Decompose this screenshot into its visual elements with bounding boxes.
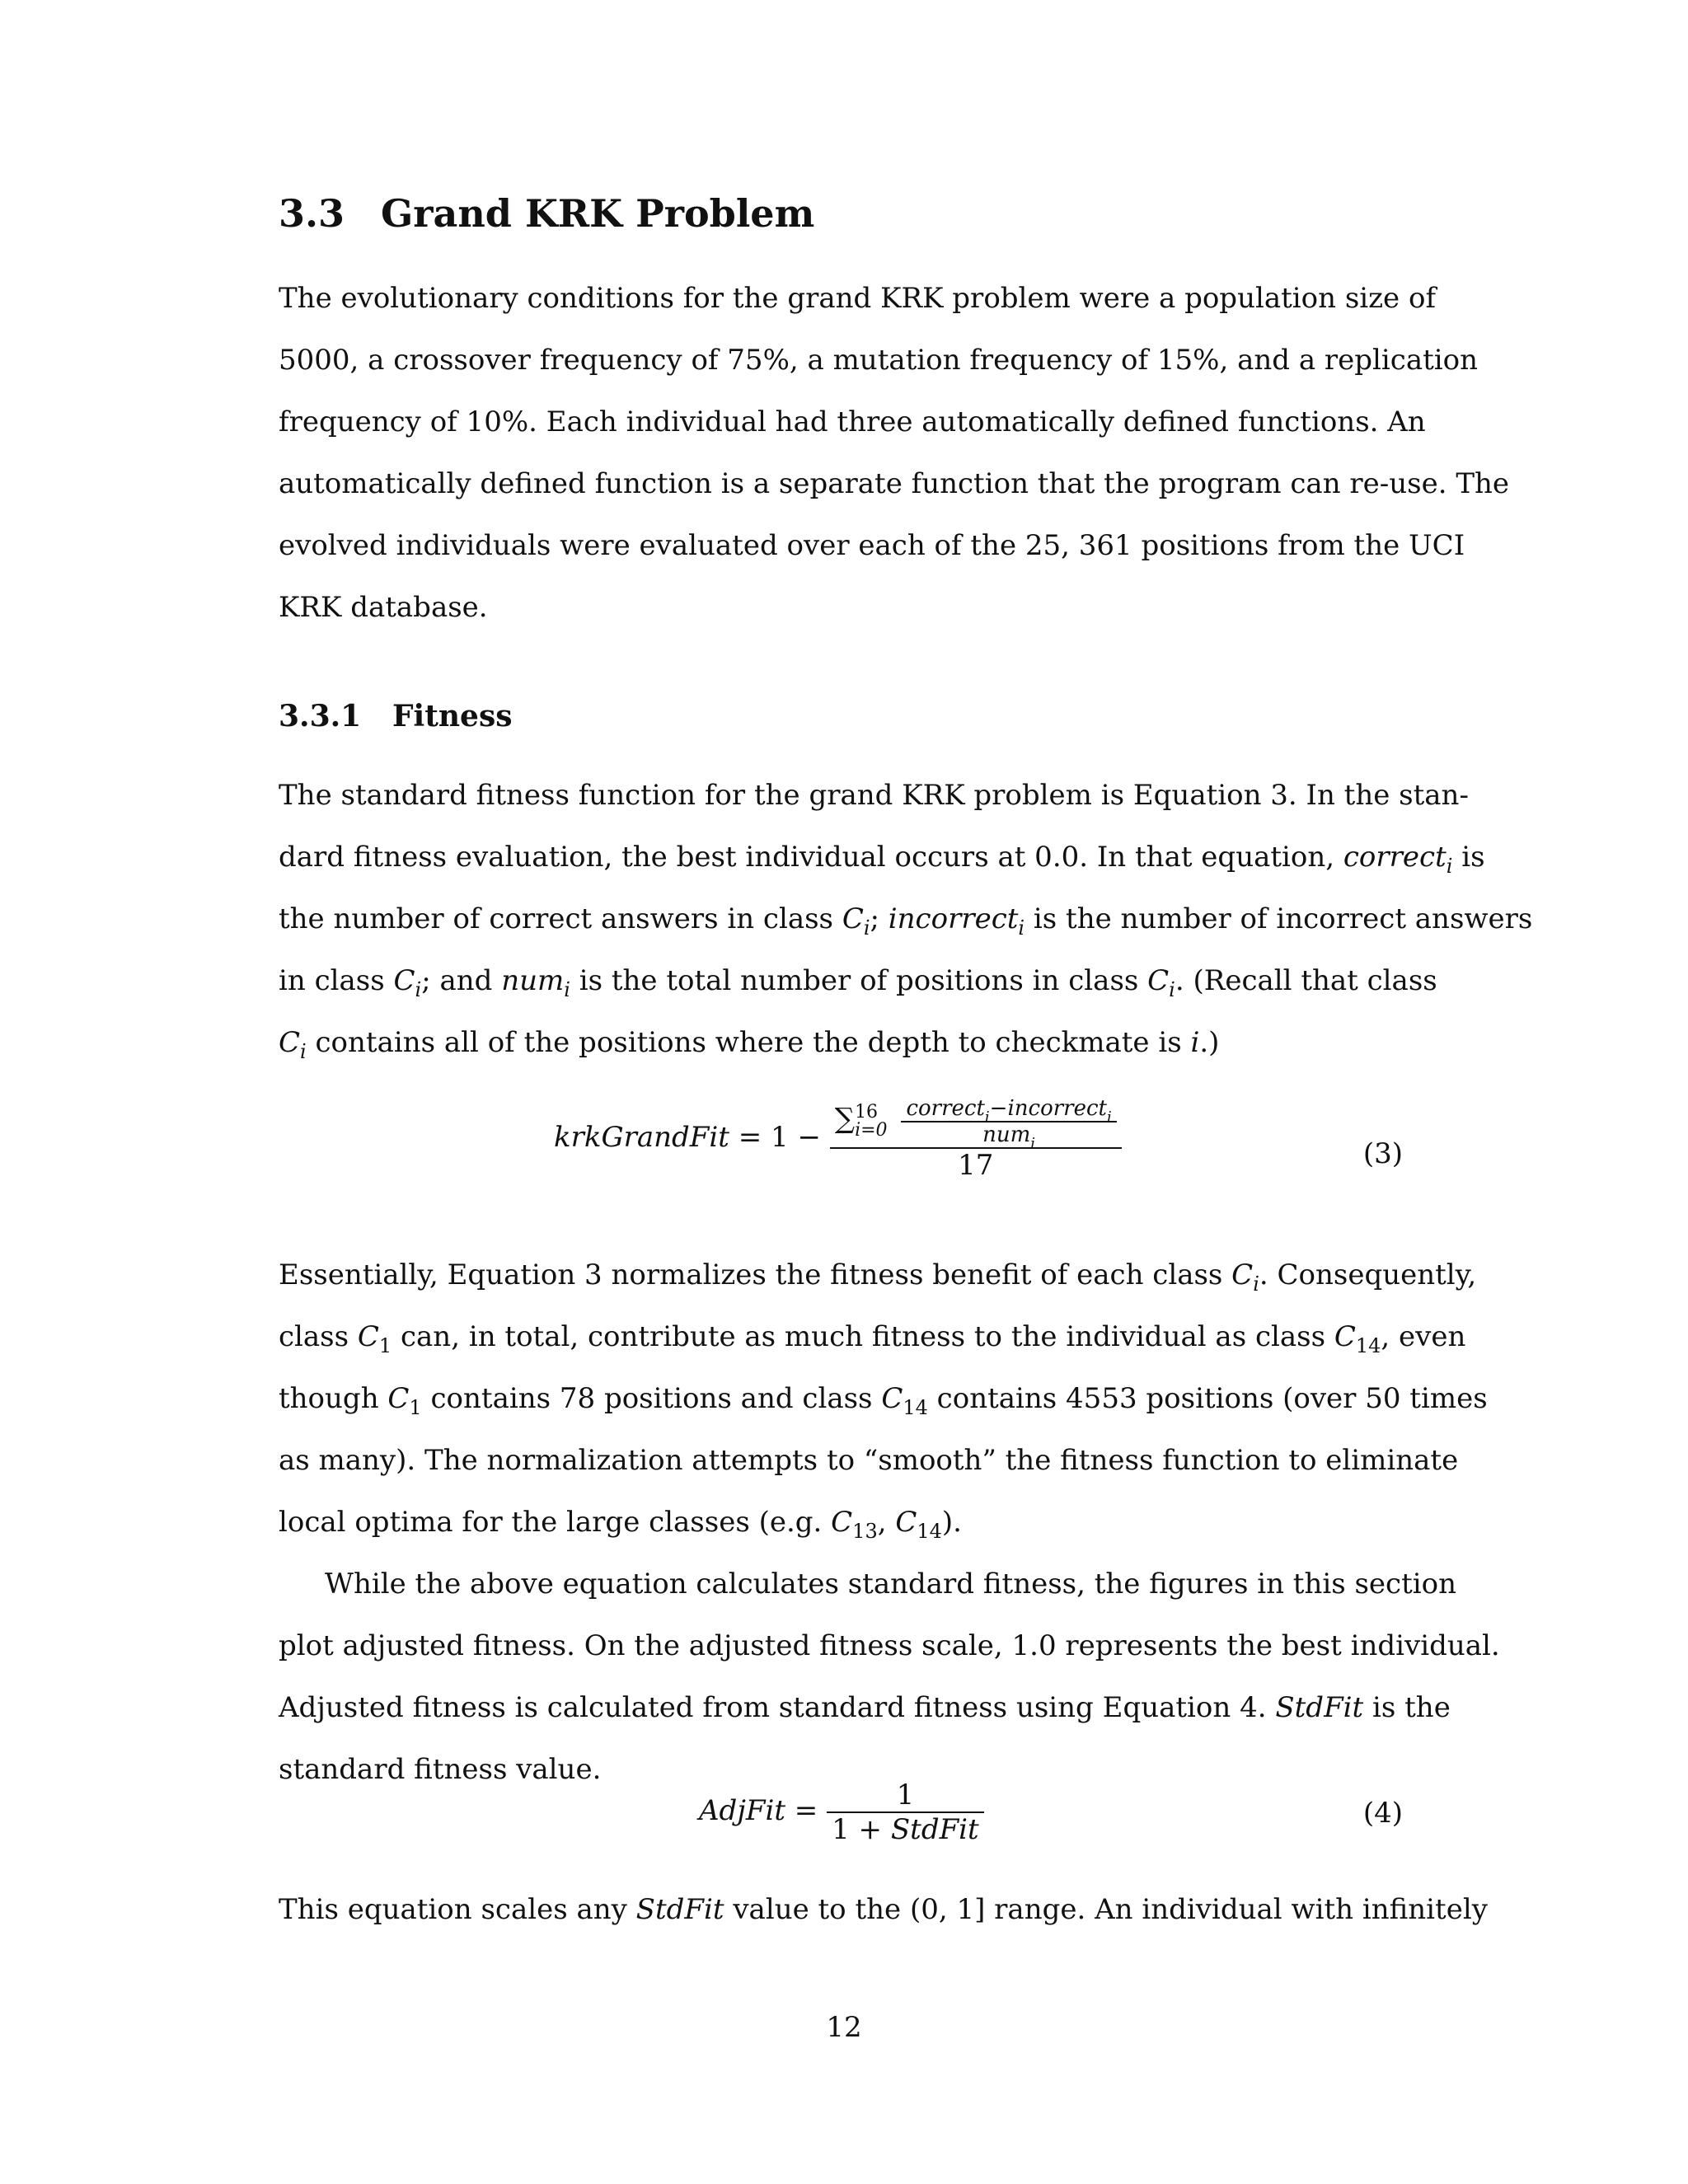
equation-number: (4) bbox=[1362, 1797, 1403, 1830]
text-line: Adjusted fitness is calculated from standard fitness using Equation 4. StdFit is the bbox=[279, 1691, 1451, 1724]
text-line: KRK database. bbox=[279, 591, 488, 624]
text-line: as many). The normalization attempts to “smooth” the fitness function to eliminate bbox=[279, 1444, 1459, 1477]
equation-lhs: krkGrandFit bbox=[554, 1121, 729, 1154]
text-line: class $C_1$ can, in total, contribute as much fitness to the individual as class $C_{14}$, even bbox=[279, 1320, 1466, 1357]
subsection-title: Fitness bbox=[392, 699, 513, 733]
text-line: in class $C_i$; and num$_i$ is the total number of positions in class $C_i$. (Recall that class bbox=[279, 964, 1437, 1001]
section-number: 3.3 bbox=[279, 191, 345, 236]
paragraph-scale bbox=[279, 1879, 1488, 1941]
equation-lhs: AdjFit bbox=[699, 1794, 785, 1827]
subsection-number: 3.3.1 bbox=[279, 699, 362, 733]
text-line: automatically defined function is a separate function that the program can re-use. The bbox=[279, 467, 1510, 500]
text-line: plot adjusted fitness. On the adjusted fitness scale, 1.0 represents the best individual. bbox=[279, 1629, 1500, 1662]
equation-3: krkGrandFit = 1 − ∑ 16 i=0 $\frac{correct_i-incorrect_i}{num_i}$ 17 bbox=[554, 1096, 1122, 1182]
paragraph-adjusted bbox=[279, 1554, 1500, 1801]
text-line: The standard fitness function for the grand KRK problem is Equation 3. In the stan- bbox=[279, 779, 1469, 812]
equation-number: (3) bbox=[1362, 1137, 1403, 1170]
text-line: dard fitness evaluation, the best individual occurs at 0.0. In that equation, correct$_i$ is bbox=[279, 841, 1485, 878]
paragraph-fitness bbox=[279, 765, 1533, 1074]
text-line: the number of correct answers in class $C_i$; incorrect$_i$ is the number of incorrect answers bbox=[279, 902, 1533, 940]
equation-4: AdjFit = $\frac{1}{\text{1 + StdFit}}$ bbox=[699, 1779, 984, 1846]
paragraph-normalization bbox=[279, 1244, 1488, 1554]
text-line: $C_i$ contains all of the positions where the depth to checkmate is i.) bbox=[279, 1026, 1220, 1063]
text-line: While the above equation calculates standard fitness, the figures in this section bbox=[325, 1568, 1456, 1601]
text-line: The evolutionary conditions for the grand KRK problem were a population size of bbox=[279, 282, 1437, 315]
text-line: 5000, a crossover frequency of 75%, a mutation frequency of 15%, and a replication bbox=[279, 344, 1479, 377]
equation-fraction: $\frac{1}{\text{1 + StdFit}}$ bbox=[827, 1779, 984, 1846]
equation-fraction: ∑ 16 i=0 $\frac{correct_i-incorrect_i}{num_i}$ 17 bbox=[830, 1096, 1122, 1182]
subsection-heading bbox=[279, 699, 512, 733]
text-line: evolved individuals were evaluated over each of the 25, 361 positions from the UCI bbox=[279, 529, 1465, 562]
text-line: local optima for the large classes (e.g. $C_{13}$, $C_{14}$). bbox=[279, 1506, 962, 1543]
text-line: Essentially, Equation 3 normalizes the fitness benefit of each class $C_i$. Consequently, bbox=[279, 1258, 1477, 1296]
text-line: This equation scales any StdFit value to the (0, 1] range. An individual with infinitely bbox=[279, 1893, 1488, 1926]
text-line: standard fitness value. bbox=[279, 1753, 602, 1786]
text-line: frequency of 10%. Each individual had three automatically defined functions. An bbox=[279, 405, 1426, 438]
page-number: 12 bbox=[826, 2011, 862, 2044]
paragraph-intro bbox=[279, 268, 1510, 639]
text-line: though $C_1$ contains 78 positions and class $C_{14}$ contains 4553 positions (over 50 times bbox=[279, 1382, 1488, 1419]
section-heading bbox=[279, 191, 814, 236]
section-title: Grand KRK Problem bbox=[381, 191, 815, 236]
